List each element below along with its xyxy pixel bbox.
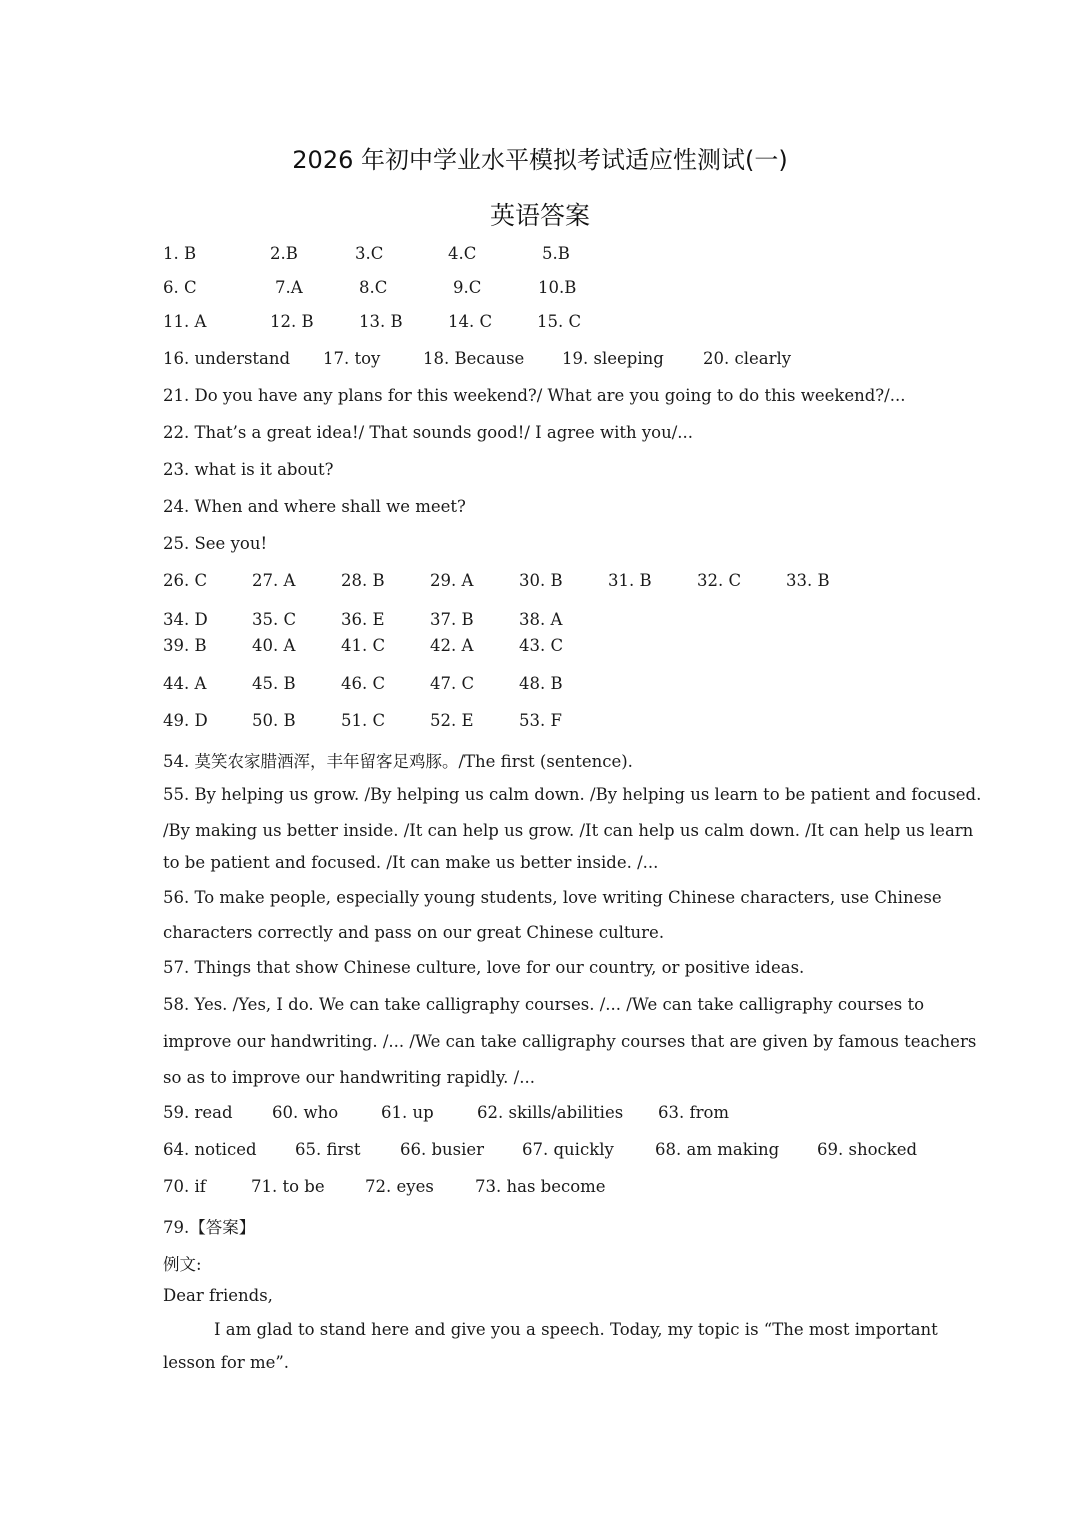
answer-57: 57. Things that show Chinese culture, love for our country, or positive ideas. bbox=[163, 958, 805, 977]
answer-56-line-1: 56. To make people, especially young students, love writing Chinese characters, use Chinese bbox=[163, 888, 942, 907]
answer-item: 73. has become bbox=[475, 1177, 606, 1196]
answer-item: 26. C bbox=[163, 571, 208, 590]
answer-item: 50. B bbox=[252, 711, 296, 730]
answer-56-line-2: characters correctly and pass on our great Chinese culture. bbox=[163, 923, 665, 942]
answer-item: 8.C bbox=[359, 278, 388, 297]
essay-paragraph-line-2: lesson for me”. bbox=[163, 1353, 290, 1372]
answer-item: 3.C bbox=[355, 244, 384, 263]
answer-item: 4.C bbox=[448, 244, 477, 263]
answer-item: 69. shocked bbox=[817, 1140, 918, 1159]
answer-item: 41. C bbox=[341, 636, 386, 655]
answer-item: 30. B bbox=[519, 571, 563, 590]
answer-item: 68. am making bbox=[655, 1140, 780, 1159]
answer-item: 63. from bbox=[658, 1103, 730, 1122]
answer-item: 14. C bbox=[448, 312, 493, 331]
answer-21: 21. Do you have any plans for this weekend?/ What are you going to do this weekend?/... bbox=[163, 386, 906, 405]
answer-item: 32. C bbox=[697, 571, 742, 590]
answer-item: 38. A bbox=[519, 610, 563, 629]
answer-item: 13. B bbox=[359, 312, 403, 331]
answer-58-line-3: so as to improve our handwriting rapidly. /... bbox=[163, 1068, 535, 1087]
answer-item: 67. quickly bbox=[522, 1140, 614, 1159]
answer-58-line-2: improve our handwriting. /... /We can take calligraphy courses that are given by famous teachers bbox=[163, 1032, 977, 1051]
answer-55-line-3: to be patient and focused. /It can make us better inside. /... bbox=[163, 853, 659, 872]
answer-item: 33. B bbox=[786, 571, 830, 590]
answer-item: 10.B bbox=[538, 278, 577, 297]
answer-item: 49. D bbox=[163, 711, 208, 730]
answer-item: 45. B bbox=[252, 674, 296, 693]
answer-item: 60. who bbox=[272, 1103, 339, 1122]
answer-24: 24. When and where shall we meet? bbox=[163, 497, 466, 516]
answer-item: 1. B bbox=[163, 244, 197, 263]
answer-item: 34. D bbox=[163, 610, 208, 629]
answer-54: 54. 莫笑农家腊酒浑，丰年留客足鸡豚。/The first (sentence). bbox=[163, 752, 633, 771]
answer-item: 36. E bbox=[341, 610, 385, 629]
answer-item: 70. if bbox=[163, 1177, 206, 1196]
answer-item: 35. C bbox=[252, 610, 297, 629]
essay-greeting: Dear friends, bbox=[163, 1286, 273, 1305]
answer-22: 22. That’s a great idea!/ That sounds good!/ I agree with you/... bbox=[163, 423, 694, 442]
answer-25: 25. See you! bbox=[163, 534, 268, 553]
answer-item: 11. A bbox=[163, 312, 207, 331]
answer-item: 66. busier bbox=[400, 1140, 485, 1159]
answer-item: 28. B bbox=[341, 571, 385, 590]
answer-item: 7.A bbox=[275, 278, 303, 297]
answer-item: 27. A bbox=[252, 571, 296, 590]
answer-79-heading: 79.【答案】 bbox=[163, 1218, 256, 1237]
answer-item: 62. skills/abilities bbox=[477, 1103, 624, 1122]
essay-paragraph-line-1: I am glad to stand here and give you a speech. Today, my topic is “The most important bbox=[214, 1320, 938, 1339]
answer-item: 19. sleeping bbox=[562, 349, 664, 368]
answer-item: 18. Because bbox=[423, 349, 525, 368]
answer-item: 20. clearly bbox=[703, 349, 792, 368]
answer-item: 48. B bbox=[519, 674, 563, 693]
answer-item: 12. B bbox=[270, 312, 314, 331]
answer-item: 42. A bbox=[430, 636, 474, 655]
answer-item: 51. C bbox=[341, 711, 386, 730]
answer-item: 46. C bbox=[341, 674, 386, 693]
answer-item: 29. A bbox=[430, 571, 474, 590]
answer-item: 72. eyes bbox=[365, 1177, 434, 1196]
answer-58-line-1: 58. Yes. /Yes, I do. We can take calligraphy courses. /... /We can take calligraphy courses to bbox=[163, 995, 925, 1014]
answer-item: 65. first bbox=[295, 1140, 361, 1159]
answer-23: 23. what is it about? bbox=[163, 460, 334, 479]
answer-item: 53. F bbox=[519, 711, 562, 730]
answer-item: 71. to be bbox=[251, 1177, 325, 1196]
answer-55-line-1: 55. By helping us grow. /By helping us calm down. /By helping us learn to be patient and focused. bbox=[163, 785, 982, 804]
answer-55-line-2: /By making us better inside. /It can help us grow. /It can help us calm down. /It can help us learn bbox=[163, 821, 974, 840]
answer-item: 52. E bbox=[430, 711, 474, 730]
page-subtitle: 英语答案 bbox=[489, 201, 590, 230]
answer-item: 17. toy bbox=[323, 349, 381, 368]
answer-item: 43. C bbox=[519, 636, 564, 655]
answer-item: 15. C bbox=[537, 312, 582, 331]
answer-item: 37. B bbox=[430, 610, 474, 629]
answer-item: 2.B bbox=[270, 244, 298, 263]
answer-item: 31. B bbox=[608, 571, 652, 590]
answer-item: 16. understand bbox=[163, 349, 291, 368]
answer-item: 61. up bbox=[381, 1103, 434, 1122]
answer-item: 64. noticed bbox=[163, 1140, 257, 1159]
sample-essay-label: 例文: bbox=[163, 1255, 202, 1274]
answer-item: 40. A bbox=[252, 636, 296, 655]
answer-item: 5.B bbox=[542, 244, 570, 263]
answer-item: 9.C bbox=[453, 278, 482, 297]
answer-item: 39. B bbox=[163, 636, 207, 655]
answer-item: 59. read bbox=[163, 1103, 233, 1122]
answer-item: 47. C bbox=[430, 674, 475, 693]
answer-item: 6. C bbox=[163, 278, 197, 297]
answer-item: 44. A bbox=[163, 674, 207, 693]
page-title: 2026 年初中学业水平模拟考试适应性测试(一) bbox=[292, 146, 788, 174]
